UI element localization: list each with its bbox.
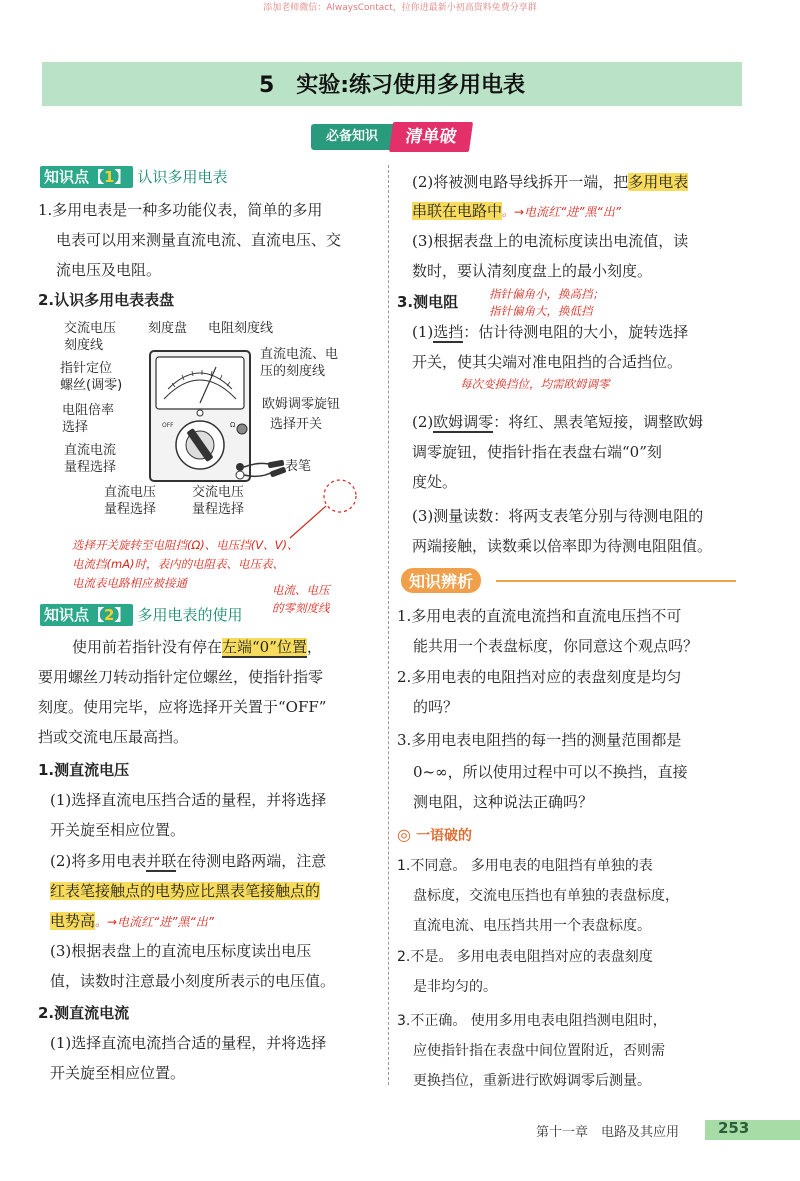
para-line: 使用前若指针没有停在左端“0”位置， — [72, 638, 322, 656]
label-dc-voltage: 直流电压 量程选择 — [104, 485, 157, 517]
banner-left: 必备知识 — [311, 124, 393, 150]
para-line: (2)将被测电路导线拆开一端，把多用电表 — [412, 173, 689, 191]
para-line: 电表可以用来测量直流电流、直流电压、交 — [56, 231, 342, 249]
subheading: 2.认识多用电表表盘 — [38, 291, 175, 309]
question-line: 能共用一个表盘标度，你同意这个观点吗？ — [413, 637, 699, 655]
note-line: 每次变换挡位，均需欧姆调零 — [460, 377, 610, 391]
para-line: (3)根据表盘上的直流电压标度读出电压 — [50, 942, 312, 960]
page-number: 253 — [718, 1119, 750, 1137]
answer-line: 盘标度，交流电压挡也有单独的表盘标度， — [413, 888, 679, 904]
off-label: OFF — [162, 422, 174, 429]
label-ohm-rate: 电阻倍率 选择 — [62, 403, 115, 435]
page-title: 5 实验:练习使用多用电表 — [258, 73, 526, 98]
note-line: 指针偏角小，换高挡； — [489, 287, 604, 301]
question-line: 2.多用电表的电阻挡对应的表盘刻度是均匀 — [397, 668, 682, 686]
kp-tag: 知识点【1】 — [40, 166, 133, 188]
answer-line: 3.不正确。 使用多用电表电阻挡测电阻时， — [397, 1013, 667, 1029]
answer-line: 2.不是。 多用电表电阻挡对应的表盘刻度 — [397, 949, 653, 965]
one-word-section — [397, 825, 472, 845]
kp-title: 认识多用电表 — [137, 168, 228, 186]
label-ohm-scale: 电阻刻度线 — [208, 321, 274, 336]
para-line: 开关旋至相应位置。 — [50, 1064, 186, 1082]
para-line: 红表笔接触点的电势应比黑表笔接触点的 — [50, 882, 321, 900]
note-line: 电流挡(mA)时，表内的电阻表、电压表、 — [72, 557, 285, 571]
note-line: 指针偏角大，换低挡 — [489, 304, 593, 318]
para-line: 度处。 — [412, 473, 458, 491]
footer-chapter: 第十一章 电路及其应用 — [536, 1125, 680, 1140]
note-line: 电流、电压 — [272, 583, 330, 597]
label-dc-current: 直流电流 量程选择 — [64, 443, 117, 475]
knowledge-point-1 — [40, 166, 228, 188]
question-line: 0~∞，所以使用过程中可以不换挡，直接 — [413, 763, 688, 781]
question-line: 3.多用电表电阻挡的每一挡的测量范围都是 — [397, 731, 682, 749]
para-line: (1)选择直流电流挡合适的量程，并将选择 — [50, 1034, 327, 1052]
label-dc-scale: 直流电流、电 压的刻度线 — [260, 347, 339, 379]
subheading: 2.测直流电流 — [38, 1004, 130, 1022]
one-word-label: 一语破的 — [416, 828, 473, 844]
answer-line: 1.不同意。 多用电表的电阻挡有单独的表 — [397, 858, 653, 874]
para-line: 要用螺丝刀转动指针定位螺丝，使指针指零 — [38, 668, 324, 686]
para-line: 1.多用电表是一种多功能仪表，简单的多用 — [38, 201, 323, 219]
answer-line: 直流电流、电压挡共用一个表盘标度。 — [413, 918, 651, 934]
para-line: 两端接触，读数乘以倍率即为待测电阻阻值。 — [412, 537, 713, 555]
watermark: 添加老师微信：AlwaysContact，拉你进最新小初高资料免费分享群 — [263, 3, 537, 13]
note-line: 选择开关旋转至电阻挡(Ω)、电压挡(V、V)、 — [72, 538, 299, 552]
answer-line: 是非均匀的。 — [413, 979, 497, 995]
banner-right: 清单破 — [389, 122, 473, 152]
para-line: (3)测量读数：将两支表笔分别与待测电阻的 — [412, 507, 704, 525]
para-line: 数时，要认清刻度盘上的最小刻度。 — [412, 262, 653, 280]
note-line: 电流表电路相应被接通 — [72, 576, 187, 590]
para-line: (3)根据表盘上的电流标度读出电流值，读 — [412, 232, 689, 250]
kp-title: 多用电表的使用 — [137, 606, 243, 624]
label-pointer-screw: 指针定位 螺丝(调零) — [60, 361, 123, 393]
subheading: 1.测直流电压 — [38, 761, 130, 779]
para-line: 挡或交流电压最高挡。 — [38, 728, 189, 746]
question-line: 的吗？ — [413, 698, 459, 716]
analysis-rule — [496, 580, 736, 582]
answer-line: 更换挡位，重新进行欧姆调零后测量。 — [413, 1073, 651, 1089]
para-line: 串联在电路中。→电流红“进”黑“出” — [412, 202, 621, 220]
note-line: 的零刻度线 — [272, 601, 330, 615]
para-line: 流电压及电阻。 — [56, 261, 162, 279]
para-line: 刻度。使用完毕，应将选择开关置于“OFF” — [38, 698, 327, 716]
label-switch: 选择开关 — [270, 417, 323, 432]
label-ohm-knob: 欧姆调零旋钮 — [262, 397, 341, 412]
kp-tag: 知识点【2】 — [40, 604, 133, 626]
para-line: 调零旋钮，使指针指在表盘右端“0”刻 — [412, 443, 662, 461]
knowledge-point-2 — [40, 604, 243, 626]
para-line: (1)选挡：估计待测电阻的大小，旋转选择 — [412, 323, 689, 341]
label-ac-scale: 交流电压 刻度线 — [64, 321, 117, 353]
label-dial: 刻度盘 — [148, 321, 188, 336]
label-probe: 表笔 — [285, 459, 312, 474]
para-line: 开关，使其尖端对准电阻挡的合适挡位。 — [412, 353, 683, 371]
analysis-title: 知识辨析 — [401, 568, 481, 593]
column-divider — [388, 165, 389, 1085]
para-line: (2)欧姆调零：将红、黑表笔短接，调整欧姆 — [412, 413, 704, 431]
para-line: (1)选择直流电压挡合适的量程，并将选择 — [50, 791, 327, 809]
para-line: 电势高。→电流红“进”黑“出” — [50, 912, 214, 930]
subheading: 3.测电阻 — [397, 293, 459, 311]
answer-line: 应使指针指在表盘中间位置附近，否则需 — [413, 1043, 665, 1059]
omega-label: Ω — [230, 421, 236, 429]
label-ac-voltage: 交流电压 量程选择 — [192, 485, 245, 517]
para-line: (2)将多用电表并联在待测电路两端，注意 — [50, 852, 327, 870]
question-line: 测电阻，这种说法正确吗？ — [413, 793, 594, 811]
target-icon: ◎ — [397, 825, 411, 844]
para-line: 开关旋至相应位置。 — [50, 821, 186, 839]
question-line: 1.多用电表的直流电流挡和直流电压挡不可 — [397, 607, 682, 625]
section-banner — [311, 124, 471, 150]
para-line: 值，读数时注意最小刻度所表示的电压值。 — [50, 972, 336, 990]
